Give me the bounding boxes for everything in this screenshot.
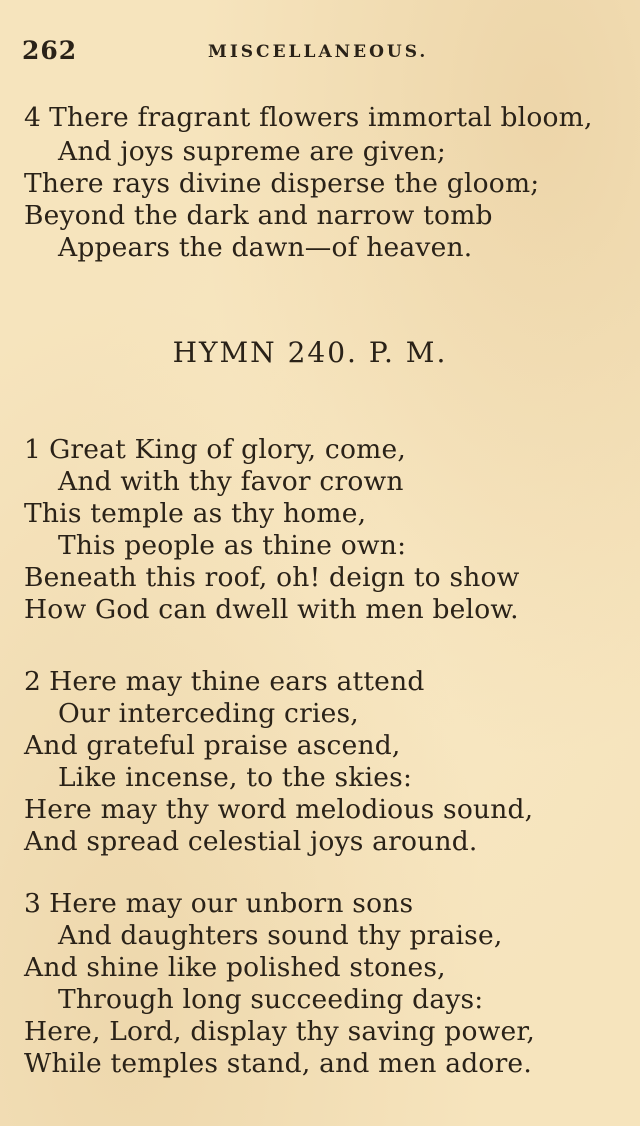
stanza-line: And with thy favor crown [58,466,404,497]
stanza-line: Appears the dawn—of heaven. [58,232,473,263]
stanza-line: Like incense, to the skies: [58,762,413,793]
running-head [22,36,622,66]
stanza-line: This temple as thy home, [24,498,367,529]
stanza-line: Beyond the dark and narrow tomb [24,200,493,231]
stanza-line: Our interceding cries, [58,698,359,729]
stanza-line: This people as thine own: [58,530,407,561]
stanza-line: Beneath this roof, oh! deign to show [24,562,520,593]
stanza-number: 1 [24,434,42,465]
stanza-line: Through long succeeding days: [58,984,484,1015]
stanza-line: There rays divine disperse the gloom; [24,168,540,199]
stanza-line: While temples stand, and men adore. [24,1048,532,1079]
stanza-line: Here, Lord, display thy saving power, [24,1016,535,1047]
stanza-line: 4 There fragrant flowers immortal bloom, [24,102,593,133]
stanza-line: And shine like polished stones, [24,952,446,983]
stanza-line: 1 Great King of glory, come, [24,434,406,465]
stanza-number: 4 [24,102,42,133]
stanza-line: How God can dwell with men below. [24,594,519,625]
stanza-number: 2 [24,666,42,697]
section-title: MISCELLANEOUS. [208,42,429,62]
stanza-line: And daughters sound thy praise, [58,920,503,951]
stanza-number: 3 [24,888,42,919]
hymn-title: HYMN 240. P. M. [172,336,448,369]
stanza-line: And joys supreme are given; [58,136,447,167]
stanza-line: 2 Here may thine ears attend [24,666,425,697]
page-number: 262 [22,36,78,65]
stanza-line: Here may thy word melodious sound, [24,794,534,825]
stanza-line: And grateful praise ascend, [24,730,401,761]
stanza-line: 3 Here may our unborn sons [24,888,414,919]
stanza-line: And spread celestial joys around. [24,826,478,857]
